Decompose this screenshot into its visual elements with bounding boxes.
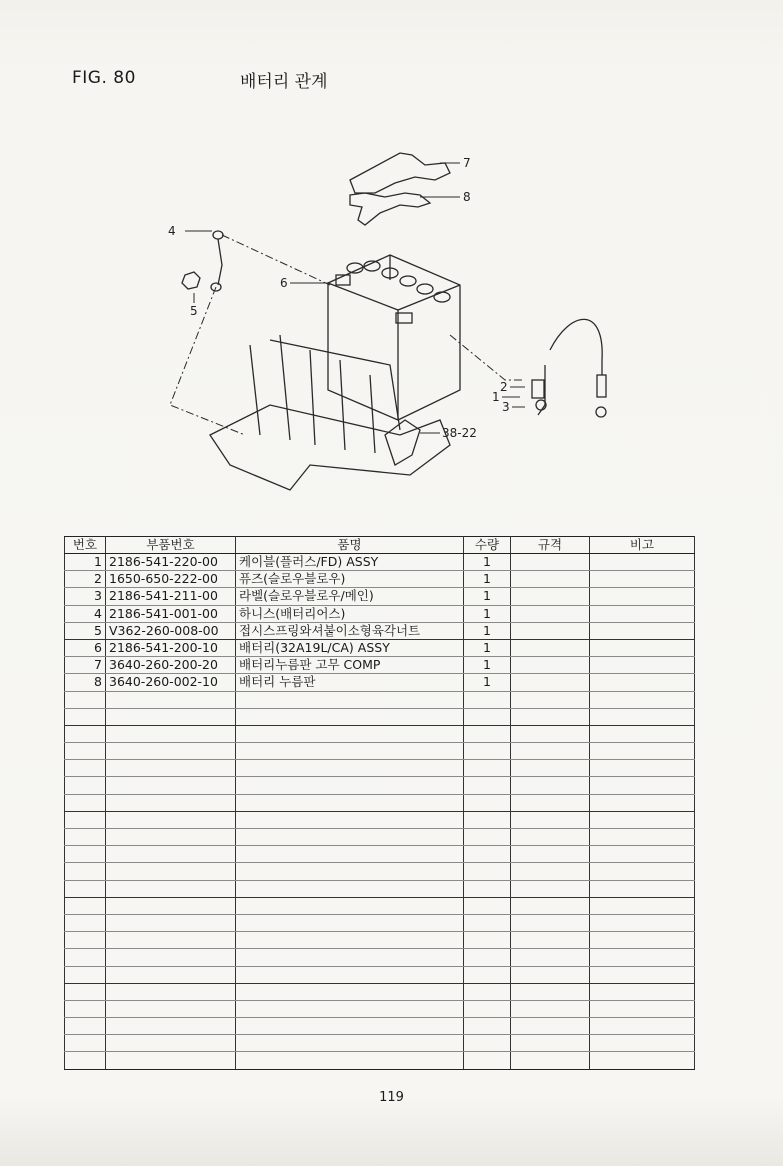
cell-remarks	[590, 588, 695, 605]
empty-cell	[106, 863, 236, 880]
empty-cell	[65, 1035, 106, 1052]
empty-cell	[464, 1018, 511, 1035]
empty-cell	[65, 1000, 106, 1017]
cell-name: 라벨(슬로우블로우/메인)	[236, 588, 464, 605]
empty-cell	[236, 949, 464, 966]
empty-cell	[590, 880, 695, 897]
empty-cell	[65, 829, 106, 846]
cell-no: 1	[65, 554, 106, 571]
cell-spec	[511, 554, 590, 571]
cell-qty: 1	[464, 622, 511, 639]
empty-cell	[511, 691, 590, 708]
cell-spec	[511, 605, 590, 622]
empty-cell	[511, 1035, 590, 1052]
empty-cell	[65, 846, 106, 863]
empty-table-row	[65, 725, 695, 742]
empty-cell	[106, 1035, 236, 1052]
empty-cell	[590, 725, 695, 742]
empty-cell	[464, 932, 511, 949]
table-row	[65, 588, 695, 605]
empty-cell	[106, 932, 236, 949]
cell-no: 3	[65, 588, 106, 605]
cell-name: 접시스프링와셔붙이소형육각너트	[236, 622, 464, 639]
col-header-no: 번호	[65, 537, 106, 554]
cell-part-number: 1650-650-222-00	[106, 571, 236, 588]
empty-cell	[236, 1035, 464, 1052]
empty-table-row	[65, 846, 695, 863]
empty-cell	[511, 983, 590, 1000]
hex-nut	[182, 272, 200, 289]
empty-cell	[65, 897, 106, 914]
col-header-qty: 수량	[464, 537, 511, 554]
empty-cell	[590, 829, 695, 846]
empty-cell	[590, 863, 695, 880]
cell-remarks	[590, 554, 695, 571]
cell-part-number: 3640-260-200-20	[106, 657, 236, 674]
empty-cell	[511, 949, 590, 966]
empty-cell	[236, 691, 464, 708]
empty-cell	[511, 760, 590, 777]
empty-cell	[464, 949, 511, 966]
cell-name: 배터리누름판 고무 COMP	[236, 657, 464, 674]
cell-remarks	[590, 657, 695, 674]
earth-harness	[211, 231, 223, 291]
empty-cell	[106, 914, 236, 931]
empty-table-row	[65, 743, 695, 760]
cell-spec	[511, 588, 590, 605]
callout-8: 8	[463, 190, 471, 204]
empty-table-row	[65, 1052, 695, 1069]
empty-cell	[464, 846, 511, 863]
empty-cell	[511, 725, 590, 742]
cell-qty: 1	[464, 571, 511, 588]
page-number: 119	[379, 1090, 404, 1105]
empty-table-row	[65, 760, 695, 777]
empty-table-row	[65, 863, 695, 880]
empty-cell	[464, 1000, 511, 1017]
cell-no: 4	[65, 605, 106, 622]
empty-table-row	[65, 880, 695, 897]
cell-part-number: 2186-541-001-00	[106, 605, 236, 622]
cell-spec	[511, 571, 590, 588]
empty-cell	[65, 708, 106, 725]
empty-cell	[590, 1052, 695, 1069]
empty-cell	[236, 897, 464, 914]
col-header-name: 품명	[236, 537, 464, 554]
cell-remarks	[590, 622, 695, 639]
empty-cell	[106, 691, 236, 708]
table-header-row	[65, 537, 695, 554]
empty-cell	[106, 777, 236, 794]
cell-part-number: 2186-541-200-10	[106, 639, 236, 656]
empty-table-row	[65, 777, 695, 794]
empty-cell	[511, 932, 590, 949]
exploded-parts-diagram	[150, 135, 650, 515]
empty-table-row	[65, 708, 695, 725]
press-plate-rubber	[350, 153, 450, 193]
empty-cell	[65, 743, 106, 760]
empty-cell	[106, 708, 236, 725]
empty-cell	[106, 949, 236, 966]
empty-cell	[65, 777, 106, 794]
empty-cell	[590, 897, 695, 914]
empty-cell	[590, 1000, 695, 1017]
cell-spec	[511, 639, 590, 656]
table-row	[65, 639, 695, 656]
empty-cell	[106, 725, 236, 742]
cell-name: 케이블(플러스/FD) ASSY	[236, 554, 464, 571]
empty-cell	[65, 880, 106, 897]
empty-cell	[65, 966, 106, 983]
empty-cell	[464, 863, 511, 880]
cell-no: 6	[65, 639, 106, 656]
empty-cell	[236, 846, 464, 863]
callout-7: 7	[463, 156, 471, 170]
empty-cell	[65, 914, 106, 931]
empty-cell	[65, 794, 106, 811]
battery-assembly-drawing	[150, 135, 650, 515]
empty-cell	[236, 914, 464, 931]
empty-cell	[590, 1035, 695, 1052]
cell-remarks	[590, 639, 695, 656]
empty-cell	[590, 811, 695, 828]
empty-cell	[590, 932, 695, 949]
plus-cable-assembly	[532, 319, 606, 417]
empty-cell	[590, 691, 695, 708]
empty-table-row	[65, 932, 695, 949]
table-row	[65, 571, 695, 588]
empty-cell	[590, 966, 695, 983]
empty-cell	[65, 811, 106, 828]
col-header-remarks: 비고	[590, 537, 695, 554]
empty-cell	[590, 846, 695, 863]
cell-remarks	[590, 674, 695, 691]
callout-3: 3	[502, 400, 510, 414]
empty-table-row	[65, 691, 695, 708]
empty-cell	[590, 777, 695, 794]
callout-6: 6	[280, 276, 288, 290]
cell-qty: 1	[464, 657, 511, 674]
press-plate	[350, 193, 430, 225]
empty-cell	[511, 1000, 590, 1017]
empty-cell	[464, 880, 511, 897]
empty-cell	[511, 811, 590, 828]
empty-cell	[511, 794, 590, 811]
empty-table-row	[65, 1035, 695, 1052]
empty-cell	[590, 760, 695, 777]
cell-spec	[511, 674, 590, 691]
empty-cell	[511, 897, 590, 914]
empty-cell	[464, 829, 511, 846]
callout-5: 5	[190, 304, 198, 318]
empty-table-row	[65, 914, 695, 931]
cell-qty: 1	[464, 554, 511, 571]
empty-table-row	[65, 949, 695, 966]
empty-cell	[236, 829, 464, 846]
empty-cell	[65, 691, 106, 708]
empty-cell	[511, 846, 590, 863]
empty-cell	[236, 811, 464, 828]
cell-remarks	[590, 605, 695, 622]
cell-name: 배터리(32A19L/CA) ASSY	[236, 639, 464, 656]
empty-cell	[590, 743, 695, 760]
cell-no: 7	[65, 657, 106, 674]
empty-cell	[464, 914, 511, 931]
empty-cell	[65, 1018, 106, 1035]
empty-cell	[106, 983, 236, 1000]
empty-cell	[511, 1018, 590, 1035]
empty-cell	[106, 1052, 236, 1069]
empty-cell	[464, 983, 511, 1000]
empty-cell	[236, 932, 464, 949]
empty-cell	[590, 983, 695, 1000]
empty-cell	[464, 794, 511, 811]
empty-cell	[65, 983, 106, 1000]
empty-cell	[511, 863, 590, 880]
empty-cell	[236, 725, 464, 742]
figure-title: 배터리 관계	[240, 72, 328, 92]
empty-cell	[236, 708, 464, 725]
empty-table-row	[65, 811, 695, 828]
cell-part-number: 2186-541-211-00	[106, 588, 236, 605]
empty-table-row	[65, 983, 695, 1000]
empty-cell	[511, 966, 590, 983]
empty-cell	[511, 743, 590, 760]
empty-table-row	[65, 1018, 695, 1035]
empty-cell	[106, 846, 236, 863]
empty-cell	[590, 708, 695, 725]
empty-table-row	[65, 966, 695, 983]
empty-cell	[106, 760, 236, 777]
empty-table-row	[65, 794, 695, 811]
empty-table-row	[65, 829, 695, 846]
callout-38-22: 38-22	[442, 426, 477, 440]
empty-cell	[464, 811, 511, 828]
empty-cell	[236, 1000, 464, 1017]
table-row	[65, 657, 695, 674]
empty-cell	[65, 949, 106, 966]
empty-cell	[106, 1000, 236, 1017]
empty-cell	[236, 863, 464, 880]
empty-cell	[65, 863, 106, 880]
empty-cell	[65, 932, 106, 949]
empty-cell	[106, 829, 236, 846]
empty-cell	[236, 1018, 464, 1035]
cell-no: 2	[65, 571, 106, 588]
empty-cell	[236, 760, 464, 777]
empty-cell	[464, 725, 511, 742]
empty-cell	[236, 777, 464, 794]
empty-cell	[65, 760, 106, 777]
empty-cell	[106, 1018, 236, 1035]
empty-cell	[464, 897, 511, 914]
col-header-spec: 규격	[511, 537, 590, 554]
empty-cell	[590, 1018, 695, 1035]
empty-cell	[464, 966, 511, 983]
cell-name: 퓨즈(슬로우블로우)	[236, 571, 464, 588]
cell-qty: 1	[464, 588, 511, 605]
empty-cell	[236, 1052, 464, 1069]
cell-part-number: 3640-260-002-10	[106, 674, 236, 691]
cell-spec	[511, 657, 590, 674]
callout-4: 4	[168, 224, 176, 238]
cell-remarks	[590, 571, 695, 588]
col-header-part-number: 부품번호	[106, 537, 236, 554]
callout-2: 2	[500, 380, 508, 394]
parts-list-table	[64, 536, 695, 1070]
cell-part-number: V362-260-008-00	[106, 622, 236, 639]
cell-qty: 1	[464, 605, 511, 622]
empty-cell	[511, 914, 590, 931]
empty-cell	[464, 760, 511, 777]
table-row	[65, 605, 695, 622]
cell-qty: 1	[464, 674, 511, 691]
empty-cell	[511, 1052, 590, 1069]
empty-cell	[236, 743, 464, 760]
empty-cell	[511, 777, 590, 794]
empty-cell	[464, 1052, 511, 1069]
empty-cell	[236, 966, 464, 983]
empty-cell	[106, 966, 236, 983]
empty-cell	[464, 743, 511, 760]
cell-qty: 1	[464, 639, 511, 656]
empty-cell	[106, 743, 236, 760]
empty-table-row	[65, 1000, 695, 1017]
table-row	[65, 674, 695, 691]
empty-table-row	[65, 897, 695, 914]
empty-cell	[106, 811, 236, 828]
cell-name: 배터리 누름판	[236, 674, 464, 691]
empty-cell	[106, 897, 236, 914]
empty-cell	[511, 708, 590, 725]
empty-cell	[590, 949, 695, 966]
cell-part-number: 2186-541-220-00	[106, 554, 236, 571]
empty-cell	[236, 983, 464, 1000]
empty-cell	[65, 725, 106, 742]
empty-cell	[106, 880, 236, 897]
empty-cell	[464, 777, 511, 794]
table-row	[65, 554, 695, 571]
table-row	[65, 622, 695, 639]
empty-cell	[464, 708, 511, 725]
figure-number: FIG. 80	[72, 68, 136, 88]
empty-cell	[236, 880, 464, 897]
empty-cell	[590, 914, 695, 931]
cell-name: 하니스(배터리어스)	[236, 605, 464, 622]
empty-cell	[590, 794, 695, 811]
empty-cell	[65, 1052, 106, 1069]
callout-1: 1	[492, 390, 500, 404]
empty-cell	[106, 794, 236, 811]
cell-spec	[511, 622, 590, 639]
cell-no: 5	[65, 622, 106, 639]
empty-cell	[464, 691, 511, 708]
empty-cell	[236, 794, 464, 811]
empty-cell	[511, 880, 590, 897]
parts-table-body	[65, 554, 695, 1070]
empty-cell	[464, 1035, 511, 1052]
cell-no: 8	[65, 674, 106, 691]
empty-cell	[511, 829, 590, 846]
